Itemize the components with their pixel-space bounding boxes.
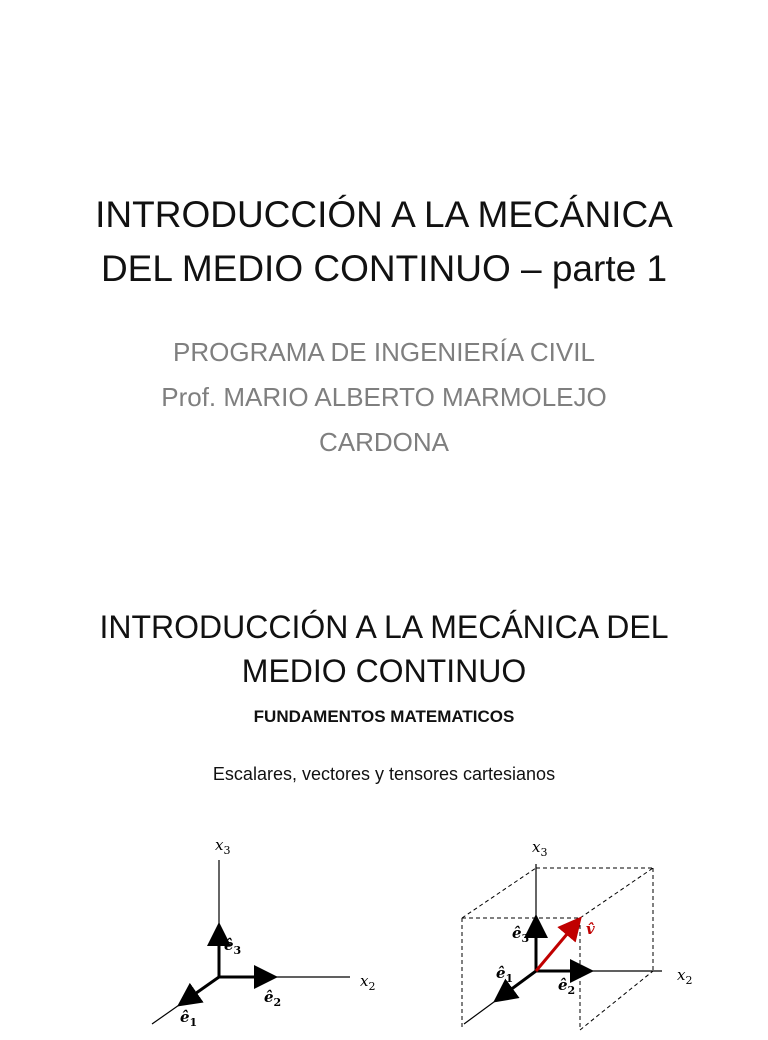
content-slide [0,520,768,1029]
e1-vector [182,977,219,1003]
dashed-cube [462,868,653,1030]
program-name: PROGRAMA DE INGENIERÍA CIVIL [173,337,595,367]
basis-vectors-diagram [140,820,390,1040]
e3-label: $ê_3$ [512,924,530,945]
e1-label: $ê_1$ [496,964,514,985]
slide-title-line-2: MEDIO CONTINUO [241,653,527,689]
slide-title [0,605,768,693]
professor-name-line-2: CARDONA [318,427,449,457]
section-heading: FUNDAMENTOS MATEMATICOS [253,707,515,726]
e2-label: $ê_2$ [558,976,576,997]
e3-label: $ê_3$ [224,936,242,957]
v-vector [536,921,578,971]
slide-title-line-1: INTRODUCCIÓN A LA MECÁNICA DEL [99,609,669,645]
section-subtitle: Escalares, vectores y tensores cartesianos [212,764,556,784]
x2-label: $x_2$ [677,966,693,987]
x3-label: $x_3$ [532,838,548,859]
slide-title [0,188,768,296]
vector-in-cube-diagram [440,820,710,1040]
slide-title-line-1: INTRODUCCIÓN A LA MECÁNICA [95,194,673,235]
slide-title-line-2: DEL MEDIO CONTINUO – parte 1 [100,248,668,289]
x2-label: $x_2$ [360,972,376,993]
slide-subtitle [0,330,768,465]
e2-label: $ê_2$ [264,988,282,1009]
v-label: v̂ [586,920,595,938]
professor-name-line-1: Prof. MARIO ALBERTO MARMOLEJO [161,382,607,412]
x3-label: $x_3$ [215,836,231,857]
e1-label: $ê_1$ [180,1008,198,1029]
